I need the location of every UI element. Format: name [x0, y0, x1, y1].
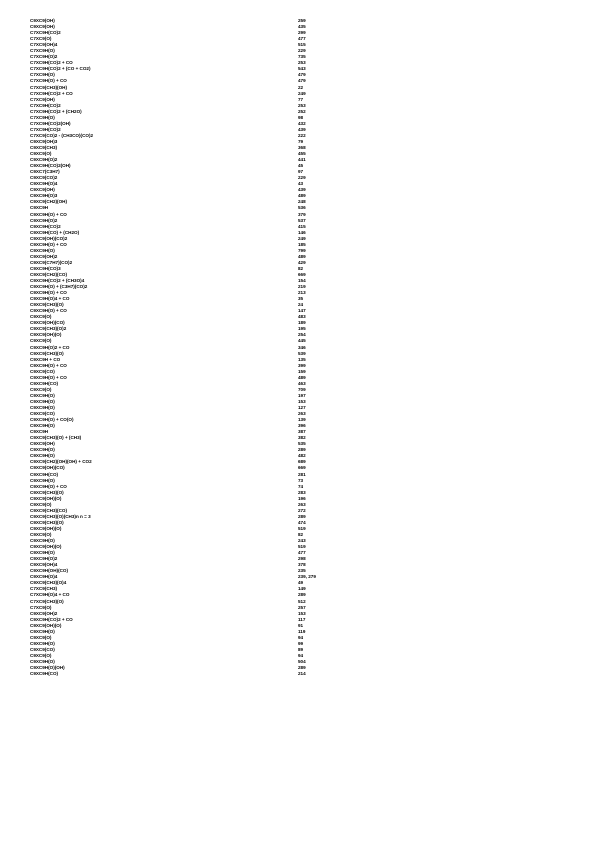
page-number: 441 [298, 157, 306, 163]
page-number: 229 [298, 175, 306, 181]
page-number: 248 [298, 199, 306, 205]
page-number: 396 [298, 423, 306, 429]
page-number: 281 [298, 471, 306, 477]
index-entry: C9XC9H(O) [30, 658, 55, 664]
page-number: 154 [298, 278, 306, 284]
index-entry: C9XC9H(O) + CO [30, 290, 67, 296]
page-number: 512 [298, 598, 306, 604]
index-entry: C9XC9H(O)2 + CO [30, 344, 70, 350]
index-entry: C9XC9H(O) + CO [30, 374, 67, 380]
index-entry: C9XC9H(O)2 [30, 157, 58, 163]
page-number: 89 [298, 646, 304, 652]
page-number: 455 [298, 151, 306, 157]
page-number: 504 [298, 658, 306, 664]
index-entry: C9XC9H(O)2 [30, 556, 58, 562]
index-entry: C9XC9H(O) + CO [30, 241, 67, 247]
page-number: 253 [298, 102, 306, 108]
index-entry: C9XC9(O) [30, 386, 52, 392]
index-entry: C7XC9H(O)2 [30, 54, 58, 60]
index-entry: C9XC9H(O) [30, 392, 55, 398]
page-number: 799 [298, 247, 306, 253]
page-number: 259 [298, 18, 306, 23]
index-entry: C9XC9H(CO)2 [30, 223, 61, 229]
index-entry: C7XC9H(O)4 + CO [30, 592, 70, 598]
page-number: 153 [298, 398, 306, 404]
page-number: 489 [298, 374, 306, 380]
index-entry: C9XC9(O) [30, 501, 52, 507]
index-entry: C9XC9H(CO)2 + (CH3O)4 [30, 278, 85, 284]
index-entry: C9XC9(OH)(O) [30, 525, 62, 531]
index-entry: C9XC9H(O) [30, 538, 55, 544]
page-number: 235 [298, 568, 306, 574]
page-number: 263 [298, 501, 306, 507]
index-entry: C9XC9(OH)2 [30, 253, 58, 259]
page-number: 43 [298, 181, 304, 187]
index-entry: C9XC9H(OH)(CO) [30, 568, 69, 574]
index-entry: C7XC9H(O) [30, 72, 55, 78]
index-entry: C9XC9H [30, 205, 49, 211]
page-number: 185 [298, 241, 306, 247]
index-entry: C9XC9(CH3)(O) + (CH3) [30, 435, 82, 441]
page-number: 445 [298, 338, 306, 344]
page-number: 196 [298, 495, 306, 501]
page-number: 189 [298, 320, 306, 326]
index-entry: C9XC9(CH2)(OH)(OH) + CO2 [30, 459, 92, 465]
index-entry: C7XC9(OH) [30, 96, 55, 102]
index-entry: C7XC9H(O) [30, 48, 55, 54]
page-number: 382 [298, 435, 306, 441]
page-number: 82 [298, 531, 304, 537]
index-entry: C9XC9(CO)2 [30, 175, 58, 181]
index-entry: C9XC9(O) [30, 314, 52, 320]
index-entry: C9XC9H(CO)2 + CO [30, 616, 73, 622]
index-entry: C9XC9H(O) [30, 550, 55, 556]
index-entry: C9XC9(CO) [30, 411, 55, 417]
index-entry: C9XC9(O) [30, 338, 52, 344]
index-entry: C9XC9(OH)4 [30, 562, 58, 568]
page-number: 489 [298, 193, 306, 199]
page-number: 45 [298, 163, 304, 169]
index-entry: C9XC9(CH3)(O)(CH3)n n = 3 [30, 513, 91, 519]
index-entry: C9XC9H(O) [30, 628, 55, 634]
index-entry: C9XC9H(CO) [30, 380, 59, 386]
index-entry: C7XC9H(O) + CO [30, 78, 67, 84]
index-entry: C9XC9(CH3)(O)4 [30, 580, 67, 586]
page-number: 289 [298, 447, 306, 453]
index-entry: C7XC9(CH3)(OH) [30, 84, 68, 90]
index-entry: C9XC9(OH) [30, 24, 55, 30]
index-entry: C9XC9(CH3)(O) [30, 519, 64, 525]
page-number: 35 [298, 296, 304, 302]
index-entry: C9XC9H(O)3 [30, 193, 58, 199]
index-entry: C9XC9H(O) [30, 398, 55, 404]
index-entry: C9XC9H(CO)3 [30, 265, 61, 271]
index-entry: C7XC9H(CO)2 + CO [30, 60, 73, 66]
page-number: 536 [298, 205, 306, 211]
index-entry: C9XC9(OH) [30, 187, 55, 193]
index-entry: C9XC9H + CO [30, 356, 61, 362]
index-entry: C9XC7(C3H7) [30, 169, 60, 175]
index-entry: C9XC9(CH2)(OH) [30, 199, 68, 205]
page-number: 387 [298, 429, 306, 435]
page-number: 669 [298, 465, 306, 471]
page-number: 415 [298, 223, 306, 229]
page-number: 222 [298, 132, 306, 138]
index-entry: C9XC9H(O) [30, 640, 55, 646]
page-number: 399 [298, 362, 306, 368]
page-number: 263 [298, 411, 306, 417]
page-number: 153 [298, 610, 306, 616]
page-number: 219 [298, 284, 306, 290]
page-number: 91 [298, 622, 304, 628]
page-number: 73 [298, 477, 304, 483]
index-entry: C7XC9H(CO)2 + CO [30, 90, 73, 96]
index-entry: C9XC9(CH3)(CO) [30, 507, 68, 513]
page-number: 22 [298, 84, 304, 90]
index-entry: C7XC9H(CO)2 [30, 30, 61, 36]
index-entry: C9XC9(O) [30, 531, 52, 537]
index-entry: C9XC9H(O) [30, 423, 55, 429]
index-entry: C9XC9(OH)(CO)2 [30, 235, 68, 241]
index-entry: C9XC9(CH2)(CO) [30, 271, 68, 277]
page-number: 479 [298, 78, 306, 84]
page-number: 49 [298, 580, 304, 586]
index-entry: C9XC9H(CO) + (CH2O) [30, 229, 80, 235]
page-number: 439 [298, 187, 306, 193]
page-number: 477 [298, 550, 306, 556]
index-entry: C9XC9(OH)3 [30, 138, 58, 144]
page-number: 195 [298, 326, 306, 332]
index-entry: C9XC9H(CO)2(OH) [30, 163, 71, 169]
page-number: 474 [298, 519, 306, 525]
page-number: 97 [298, 169, 304, 175]
index-entry: C9XC9(OH)2 [30, 610, 58, 616]
index-entry: C7XC9H(CO)2 + (CH2O) [30, 108, 82, 114]
index-entry: C7XC9(CO)2 - (CH3CO)(CO)2 [30, 132, 94, 138]
page-number: 135 [298, 356, 306, 362]
index-entry: C7XC9(CH3)(O) [30, 598, 64, 604]
index-entry: C9XC9(CH3)(O) [30, 489, 64, 495]
page-number: 147 [298, 308, 306, 314]
index-entry: C9XC9H(O) [30, 405, 55, 410]
page-number: 489 [298, 253, 306, 259]
page-number: 439 [298, 126, 306, 132]
index-entry: C9XC9(O) [30, 652, 52, 658]
page-number: 543 [298, 66, 306, 72]
page-number: 94 [298, 652, 304, 658]
index-entry: C9XC9H(O) + CO [30, 308, 67, 314]
index-entry: C9XC9H(CO) [30, 671, 59, 677]
page-number: 368 [298, 144, 306, 150]
index-entry: C9XC9H(O) + CO [30, 362, 67, 368]
index-entry: C7XC9(CH3) [30, 586, 58, 592]
page-number: 298 [298, 556, 306, 562]
page-number: 477 [298, 36, 306, 42]
page-number: 537 [298, 217, 306, 223]
index-entry: C7XC9(O) [30, 36, 52, 42]
page-number: 94 [298, 634, 304, 640]
index-entry: C9XC9H(CO) [30, 471, 59, 477]
index-entry: C9XC9(CH3)(O)2 [30, 326, 67, 332]
index-entry: C9XC9(O) [30, 634, 52, 640]
page-number: 689 [298, 459, 306, 465]
page-number: 117 [298, 616, 306, 622]
page-number: 74 [298, 483, 304, 489]
index-entry: C9XC9H(O) [30, 453, 55, 459]
page-number: 79 [298, 138, 304, 144]
index-entry: C9XC9(OH)(CO) [30, 465, 65, 471]
page-number: 289 [298, 592, 306, 598]
page-number: 432 [298, 120, 306, 126]
page-number: 214 [298, 671, 306, 677]
index-entry: C9XC9(CO) [30, 646, 55, 652]
index-entry: C7XC9(O) [30, 604, 52, 610]
index-entry: C9XC9(OH)(O) [30, 495, 62, 501]
page-number: 483 [298, 314, 306, 320]
page-number: 99 [298, 640, 304, 646]
index-entry: C9XC9H(O)4 + CO [30, 296, 70, 302]
page-number: 289 [298, 513, 306, 519]
index-entry: C9XC9H(O) [30, 447, 55, 453]
index-entry: C9XC9H [30, 429, 49, 435]
index-entry: C7XC9H(CO)2 + (CO + CO2) [30, 66, 91, 72]
index-entry: C9XC9H(O) + CO(O) [30, 417, 74, 423]
index-entry: C9XC9H(O) + CO [30, 211, 67, 217]
page-number: 519 [298, 544, 306, 550]
index-entry: C9XC9(CH3) [30, 144, 58, 150]
page-number: 535 [298, 441, 306, 447]
page-number: 119 [298, 628, 306, 634]
page-number: 197 [298, 392, 306, 398]
page-number: 539 [298, 350, 306, 356]
index-entry: C9XC9(OH) [30, 18, 55, 23]
page-number: 139 [298, 417, 306, 423]
index-entry: C9XC9H(O) + (C3H7)(CO)2 [30, 284, 88, 290]
index-entry: C9XC9(OH) [30, 441, 55, 447]
page-number: 669 [298, 271, 306, 277]
page-number: 257 [298, 604, 306, 610]
page-number: 709 [298, 386, 306, 392]
page-number: 249 [298, 90, 306, 96]
page-number: 127 [298, 405, 306, 410]
index-entry: C9XC9(OH)(O) [30, 544, 62, 550]
page-number: 346 [298, 344, 306, 350]
page-number: 149 [298, 586, 306, 592]
index-entry: C7XC9H(CO)2 [30, 102, 61, 108]
index-entry: C9XC9(CH3)(O) [30, 302, 64, 308]
page-number: 249 [298, 235, 306, 241]
index-entry: C9XC9H(O)4 [30, 181, 58, 187]
page-number: 435 [298, 24, 306, 30]
page-number: 515 [298, 42, 306, 48]
index-row [30, 671, 330, 677]
index-entry: C9XC9H(O)(OH) [30, 665, 65, 671]
index-entry: C7XC9(OH)4 [30, 42, 58, 48]
page-number: 735 [298, 54, 306, 60]
page-number: 299 [298, 30, 306, 36]
index-entry: C9XC9H(O)2 [30, 217, 58, 223]
page-number: 283 [298, 489, 306, 495]
page-number: 289 [298, 665, 306, 671]
index-entry: C9XC9H(O) [30, 247, 55, 253]
page-number: 379 [298, 211, 306, 217]
page-number: 253 [298, 60, 306, 66]
page-number: 98 [298, 114, 304, 120]
page-number: 77 [298, 96, 304, 102]
index-entry: C9XC9(OH)(CO) [30, 320, 65, 326]
page-number: 482 [298, 453, 306, 459]
index-entry: C9XC9H(O)4 [30, 574, 58, 580]
page-number: 82 [298, 265, 304, 271]
page-number: 254 [298, 332, 306, 338]
page-number: 479 [298, 72, 306, 78]
page-number: 272 [298, 507, 306, 513]
index-entry: C9XC9(OH)(O) [30, 332, 62, 338]
page-number: 463 [298, 380, 306, 386]
index-entry: C9XC9H(O) [30, 477, 55, 483]
page-number: 243 [298, 538, 306, 544]
page-number: 252 [298, 108, 306, 114]
page-number: 159 [298, 368, 306, 374]
page-number: 239, 279 [298, 574, 316, 580]
index-list [30, 18, 330, 677]
index-entry: C9XC9(CH3)(O) [30, 350, 64, 356]
page-number: 429 [298, 259, 306, 265]
index-entry: C7XC9H(CO)2(OH) [30, 120, 71, 126]
page-number: 213 [298, 290, 306, 296]
page-number: 378 [298, 562, 306, 568]
page-number: 24 [298, 302, 304, 308]
index-entry: C9XC9(C7H7)(CO)2 [30, 259, 73, 265]
index-entry: C7XC9H(CO)2 [30, 126, 61, 132]
index-entry: C9XC9(OH)(O) [30, 622, 62, 628]
page-number: 229 [298, 48, 306, 54]
index-entry: C9XC9(O) [30, 151, 52, 157]
index-entry: C9XC9(CO) [30, 368, 55, 374]
page-number: 146 [298, 229, 306, 235]
index-entry: C7XC9H(O) [30, 114, 55, 120]
index-entry: C9XC9H(O) + CO [30, 483, 67, 489]
page-number: 519 [298, 525, 306, 531]
